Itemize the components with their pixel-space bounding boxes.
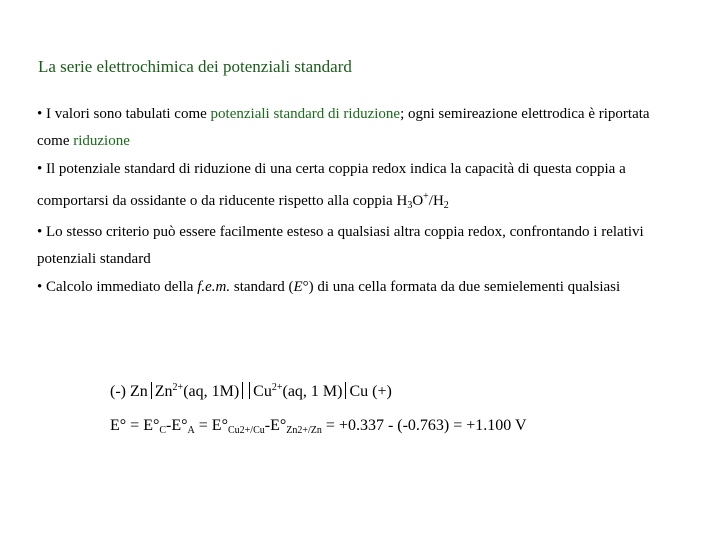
emf-sub-a: A	[187, 425, 195, 436]
anode-label: (-) Zn	[110, 383, 148, 400]
bullet-1-text-b: ; ogni semireazione elettrodica è riportata come	[37, 106, 650, 150]
bullet-4-text-b: standard (	[230, 278, 294, 295]
bullet-4-fem: f.e.m.	[197, 278, 231, 295]
bullet-1	[37, 101, 677, 156]
cathode-label: Cu (+)	[349, 383, 392, 400]
bullet-1-text-a: • I valori sono tabulati come	[37, 106, 211, 122]
bullet-list	[37, 101, 677, 301]
phase-boundary-1	[151, 382, 152, 399]
bullet-2-sup-plus: +	[423, 190, 429, 202]
emf-sub-zn: Zn2+/Zn	[286, 425, 322, 436]
emf-c: = E°	[194, 417, 228, 434]
emf-d: -E°	[264, 417, 287, 434]
cu-ion: Cu	[253, 383, 272, 400]
salt-bridge-1	[242, 382, 243, 399]
emf-sub-cu: Cu2+/Cu	[227, 425, 265, 436]
zn-ion: Zn	[154, 383, 173, 400]
zn-conditions: (aq, 1M)	[183, 383, 240, 400]
bullet-2-slash-h: /H	[428, 192, 444, 209]
bullet-4-e: E	[293, 278, 303, 295]
bullet-1-highlight-1: potenziali standard di riduzione	[210, 106, 401, 122]
emf-a: E° = E°	[110, 417, 160, 434]
bullet-4	[37, 274, 677, 301]
bullet-3: • Lo stesso criterio può essere facilmente esteso a qualsiasi altra coppia redox, confrontando i relativi potenziali standard	[37, 224, 644, 268]
bullet-2-o: O	[412, 192, 424, 209]
bullet-4-text-a: • Calcolo immediato della	[37, 278, 198, 295]
emf-b: -E°	[166, 417, 188, 434]
cell-notation	[110, 382, 392, 401]
emf-equation	[110, 417, 527, 436]
bullet-2-sub-2: 2	[443, 199, 449, 211]
emf-sub-c: C	[159, 425, 167, 436]
zn-charge: 2+	[172, 382, 184, 393]
slide-title: La serie elettrochimica dei potenziali standard	[38, 57, 352, 76]
phase-boundary-2	[345, 382, 346, 399]
bullet-2-text: • Il potenziale standard di riduzione di una certa coppia redox indica la capacità di questa coppia a comportarsi da ossidante o da riducente rispetto alla coppia H	[37, 160, 626, 209]
bullet-4-text-c: °) di una cella formata da due semielementi qualsiasi	[302, 278, 621, 295]
cu-charge: 2+	[271, 382, 283, 393]
bullet-1-highlight-2: riduzione	[73, 133, 130, 150]
bullet-2	[37, 156, 677, 220]
cu-conditions: (aq, 1 M)	[282, 383, 343, 400]
bullet-2-sub-3: 3	[407, 199, 413, 211]
emf-result: = +0.337 - (-0.763) = +1.100 V	[321, 417, 527, 434]
salt-bridge-2	[249, 382, 250, 399]
